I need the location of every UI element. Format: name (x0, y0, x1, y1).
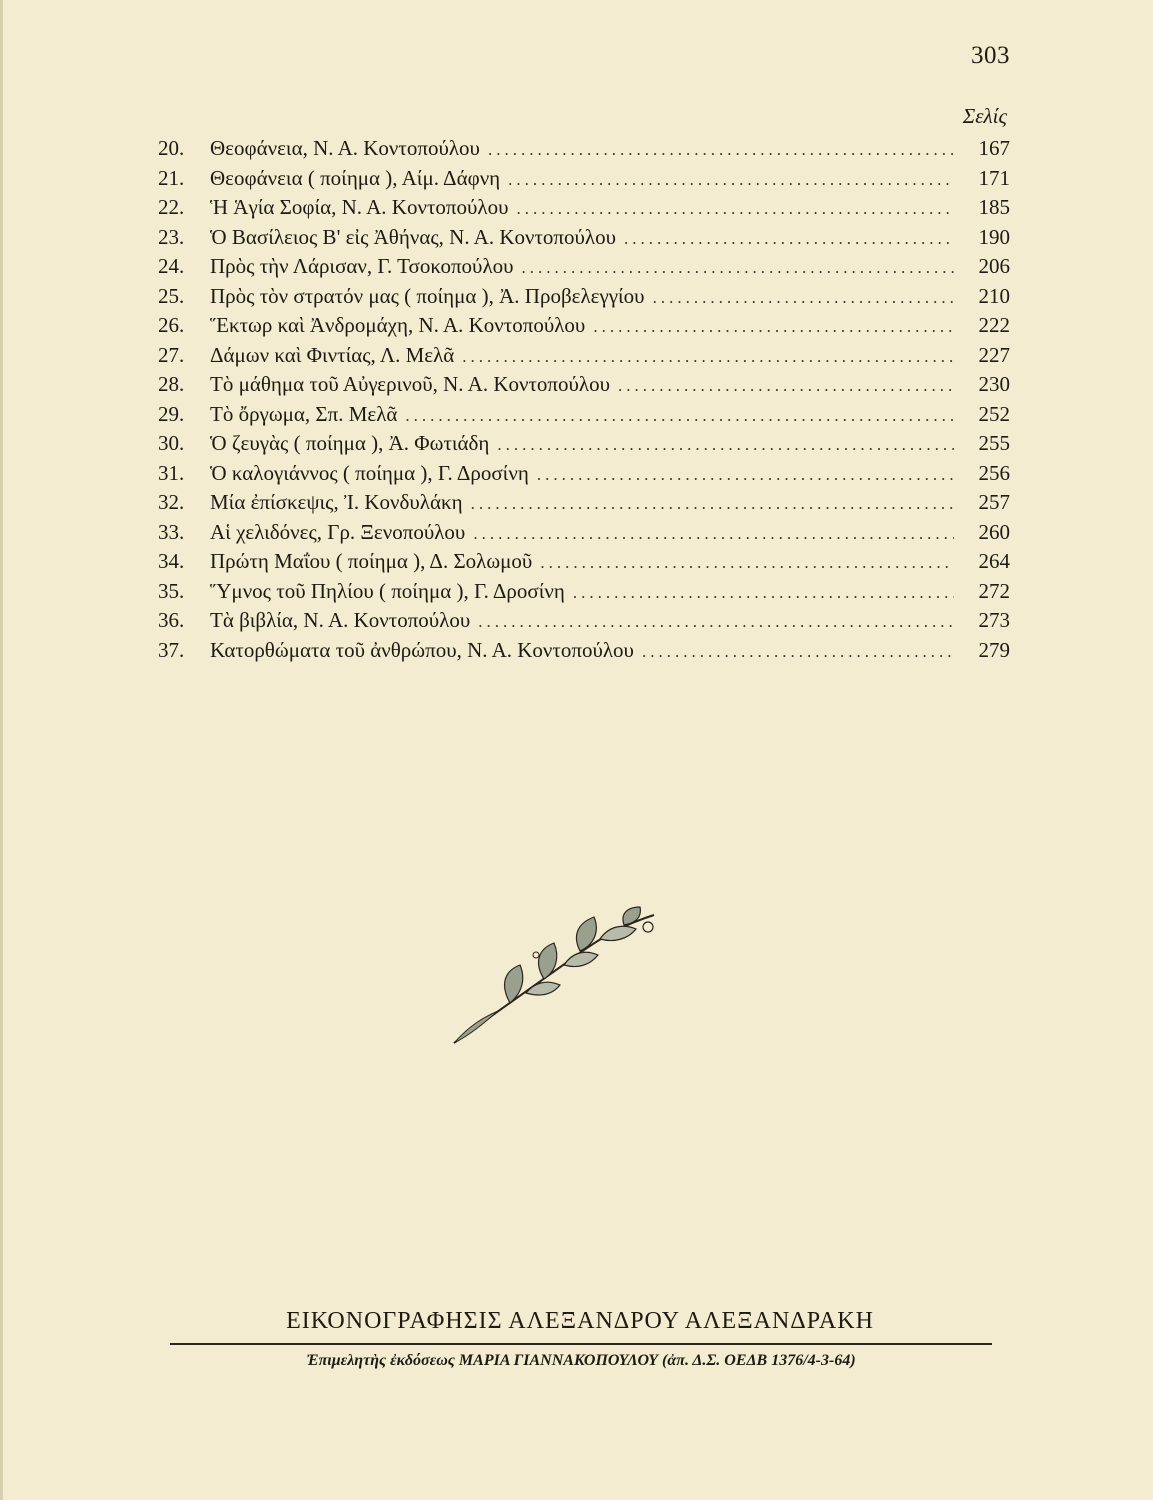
toc-entry (158, 547, 1010, 577)
toc-entry (158, 429, 1010, 459)
toc-entry-title: Κατορθώματα τοῦ ἀνθρώπου, Ν. Α. Κοντοπούλου (210, 637, 634, 662)
toc-entry-number: 27. (158, 342, 185, 367)
toc-entry (158, 577, 1010, 607)
toc-entry-title: Ὁ Βασίλειος Β' εἰς Ἀθήνας, Ν. Α. Κοντοπούλου (210, 224, 617, 249)
toc-entry-title: Τὰ βιβλία, Ν. Α. Κοντοπούλου (210, 608, 471, 632)
toc-entry-page: 264 (978, 549, 1010, 573)
toc-entry-number: 28. (158, 372, 185, 396)
toc-entry (158, 518, 1010, 548)
toc-entry-page: 273 (978, 608, 1010, 632)
toc-leader-dots (462, 342, 954, 372)
toc-entry-page: 222 (978, 313, 1010, 337)
toc-entry (158, 459, 1010, 489)
toc-entry-number: 25. (158, 283, 185, 308)
illustrator-credit: ΕΙΚΟΝΟΓΡΑΦΗΣΙΣ ΑΛΕΞΑΝΔΡΟΥ ΑΛΕΞΑΝΔΡΑΚΗ (286, 1308, 874, 1334)
toc-entry-number: 24. (158, 254, 185, 278)
toc-entry-title: Πρώτη Μαΐου ( ποίημα ), Δ. Σολωμοῦ (210, 549, 533, 573)
toc-entry (158, 488, 1010, 518)
toc-entry (158, 606, 1010, 636)
toc-entry-number: 32. (158, 490, 185, 514)
toc-entry-number: 36. (158, 608, 185, 632)
toc-entry-page: 256 (978, 460, 1010, 485)
toc-entry (158, 282, 1010, 312)
toc-entry-title: Ὁ καλογιάννος ( ποίημα ), Γ. Δροσίνη (210, 460, 529, 485)
toc-leader-dots (517, 194, 955, 224)
toc-entry-number: 20. (158, 136, 185, 160)
table-of-contents (158, 134, 1010, 665)
toc-entry-page: 167 (978, 136, 1010, 160)
toc-leader-dots (624, 224, 954, 254)
toc-entry-title: Ἡ Ἁγία Σοφία, Ν. Α. Κοντοπούλου (210, 195, 509, 219)
toc-entry-page: 227 (978, 342, 1010, 367)
toc-entry (158, 193, 1010, 223)
toc-entry-title: Θεοφάνεια ( ποίημα ), Αίμ. Δάφνη (210, 165, 501, 190)
toc-entry-number: 31. (158, 460, 185, 485)
toc-entry-page: 252 (978, 401, 1010, 426)
toc-entry (158, 636, 1010, 666)
toc-entry-page: 230 (978, 372, 1010, 396)
toc-entry (158, 370, 1010, 400)
toc-entry (158, 341, 1010, 371)
page-column-header: Σελίς (962, 104, 1007, 128)
toc-entry-page: 255 (978, 431, 1010, 455)
toc-entry (158, 252, 1010, 282)
toc-entry-title: Τὸ μάθημα τοῦ Αὐγερινοῦ, Ν. Α. Κοντοπούλου (210, 372, 610, 396)
toc-entry-title: Θεοφάνεια, Ν. Α. Κοντοπούλου (210, 136, 480, 160)
toc-entry-page: 171 (978, 165, 1010, 190)
toc-entry-title: Ὁ ζευγὰς ( ποίημα ), Ἀ. Φωτιάδη (210, 431, 490, 455)
toc-leader-dots (537, 460, 954, 490)
toc-leader-dots (540, 548, 954, 578)
toc-entry-title: Μία ἐπίσκεψις, Ἰ. Κονδυλάκη (210, 490, 463, 514)
toc-entry-number: 26. (158, 313, 185, 337)
toc-leader-dots (497, 430, 954, 460)
toc-leader-dots (593, 312, 954, 342)
toc-entry-number: 37. (158, 637, 185, 662)
toc-entry (158, 311, 1010, 341)
toc-entry (158, 164, 1010, 194)
toc-entry-title: Ἕκτωρ καὶ Ἀνδρομάχη, Ν. Α. Κοντοπούλου (210, 313, 586, 337)
toc-entry-page: 210 (978, 283, 1010, 308)
toc-entry-page: 272 (978, 578, 1010, 603)
toc-leader-dots (618, 371, 954, 401)
toc-entry-number: 22. (158, 195, 185, 219)
toc-entry-number: 35. (158, 578, 185, 603)
toc-entry-title: Τὸ ὄργωμα, Σπ. Μελᾶ (210, 401, 398, 426)
toc-entry (158, 400, 1010, 430)
toc-entry-number: 34. (158, 549, 185, 573)
toc-leader-dots (522, 253, 954, 283)
toc-leader-dots (488, 135, 954, 165)
toc-entry-page: 279 (978, 637, 1010, 662)
toc-entry-title: Πρὸς τὴν Λάρισαν, Γ. Τσοκοπούλου (210, 254, 514, 278)
toc-entry-page: 190 (978, 224, 1010, 249)
toc-leader-dots (478, 607, 954, 637)
toc-leader-dots (508, 165, 954, 195)
toc-entry (158, 134, 1010, 164)
toc-entry-title: Πρὸς τὸν στρατόν μας ( ποίημα ), Ἀ. Προβελεγγίου (210, 283, 645, 308)
toc-entry-number: 29. (158, 401, 185, 426)
toc-leader-dots (573, 578, 954, 608)
toc-entry-page: 206 (978, 254, 1010, 278)
toc-entry-page: 185 (978, 195, 1010, 219)
laurel-branch-icon (440, 905, 680, 1055)
toc-leader-dots (405, 401, 954, 431)
toc-entry-title: Αἱ χελιδόνες, Γρ. Ξενοπούλου (210, 519, 466, 544)
toc-entry-number: 30. (158, 431, 185, 455)
toc-entry-title: Δάμων καὶ Φιντίας, Λ. Μελᾶ (210, 342, 455, 367)
toc-entry-page: 257 (978, 490, 1010, 514)
page-number: 303 (971, 42, 1010, 69)
toc-entry (158, 223, 1010, 253)
toc-leader-dots (473, 519, 954, 549)
toc-leader-dots (642, 637, 954, 667)
toc-leader-dots (653, 283, 954, 313)
toc-leader-dots (471, 489, 954, 519)
toc-entry-page: 260 (978, 519, 1010, 544)
toc-entry-number: 21. (158, 165, 185, 190)
toc-entry-number: 23. (158, 224, 185, 249)
divider-rule (170, 1343, 992, 1345)
toc-entry-title: Ὕμνος τοῦ Πηλίου ( ποίημα ), Γ. Δροσίνη (210, 578, 565, 603)
page-binding-edge (0, 0, 3, 1500)
editor-credit: Ἐπιμελητὴς ἐκδόσεως ΜΑΡΙΑ ΓΙΑΝΝΑΚΟΠΟΥΛΟΥ (ἀπ. Δ.Σ. ΟΕΔΒ 1376/4-3-64) (306, 1352, 856, 1369)
toc-entry-number: 33. (158, 519, 185, 544)
